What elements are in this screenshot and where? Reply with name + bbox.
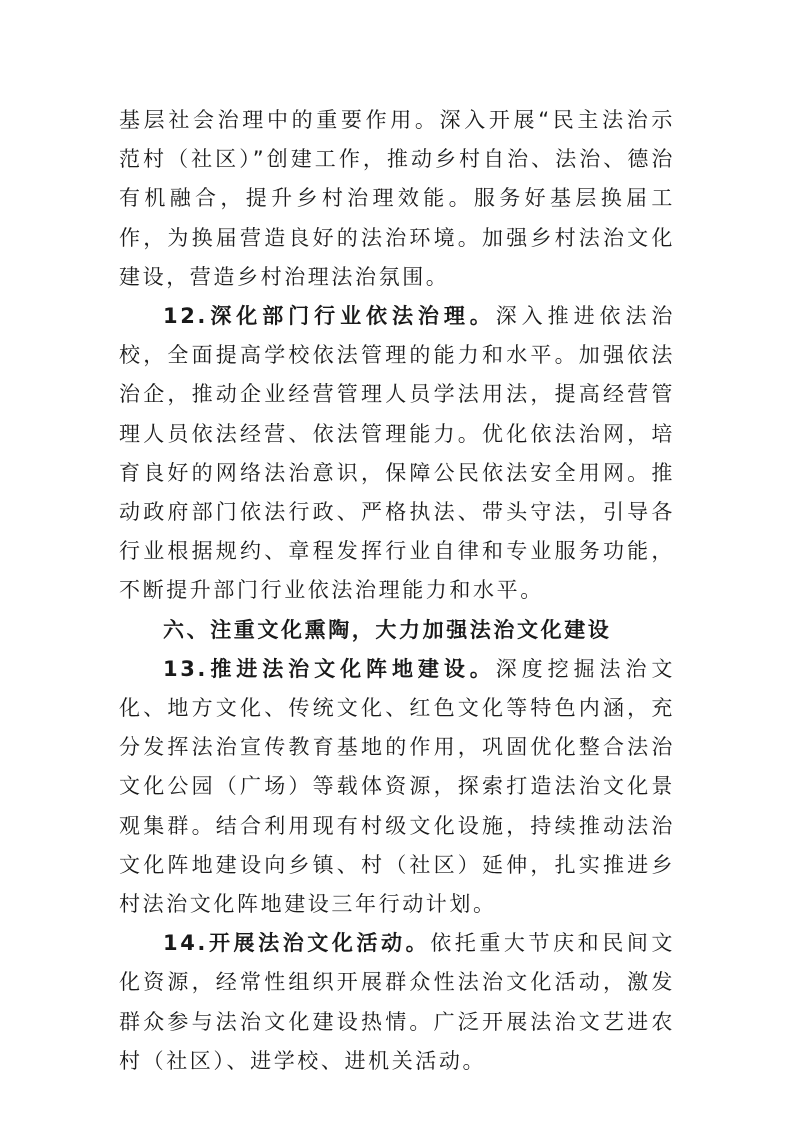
item-14-title: 14.开展法治文化活动。 [163,931,431,956]
item-12-title: 12.深化部门行业依法治理。 [163,304,496,329]
paragraph-item-13 [119,650,675,924]
item-13-title: 13.推进法治文化阵地建设。 [163,656,496,681]
paragraph-item-14 [119,924,675,1081]
paragraph-rural-governance: 基层社会治理中的重要作用。深入开展“民主法治示范村（社区）”创建工作，推动乡村自治、法治、德治有机融合，提升乡村治理效能。服务好基层换届工作，为换届营造良好的法治环境。加强乡村法治文化建设，营造乡村治理法治氛围。 [119,108,675,289]
section-6-heading: 六、注重文化熏陶，大力加强法治文化建设 [163,617,612,642]
item-13-body: 深度挖掘法治文化、地方文化、传统文化、红色文化等特色内涵，充分发挥法治宣传教育基地的作用，巩固优化整合法治文化公园（广场）等载体资源，探索打造法治文化景观集群。结合利用现有村级文化设施，持续推动法治文化阵地建设向乡镇、村（社区）延伸，扎实推进乡村法治文化阵地建设三年行动计划。 [119,656,675,917]
paragraph-item-12 [119,297,675,611]
item-12-body: 深入推进依法治校，全面提高学校依法管理的能力和水平。加强依法治企，推动企业经营管理人员学法用法，提高经营管理人员依法经营、依法管理能力。优化依法治网，培育良好的网络法治意识，保障公民依法安全用网。推动政府部门依法行政、严格执法、带头守法，引导各行业根据规约、章程发挥行业自律和专业服务功能，不断提升部门行业依法治理能力和水平。 [119,304,675,603]
item-14-body: 依托重大节庆和民间文化资源，经常性组织开展群众性法治文化活动，激发群众参与法治文化建设热情。广泛开展法治文艺进农村（社区）、进学校、进机关活动。 [119,931,675,1073]
document-body [119,101,675,1081]
